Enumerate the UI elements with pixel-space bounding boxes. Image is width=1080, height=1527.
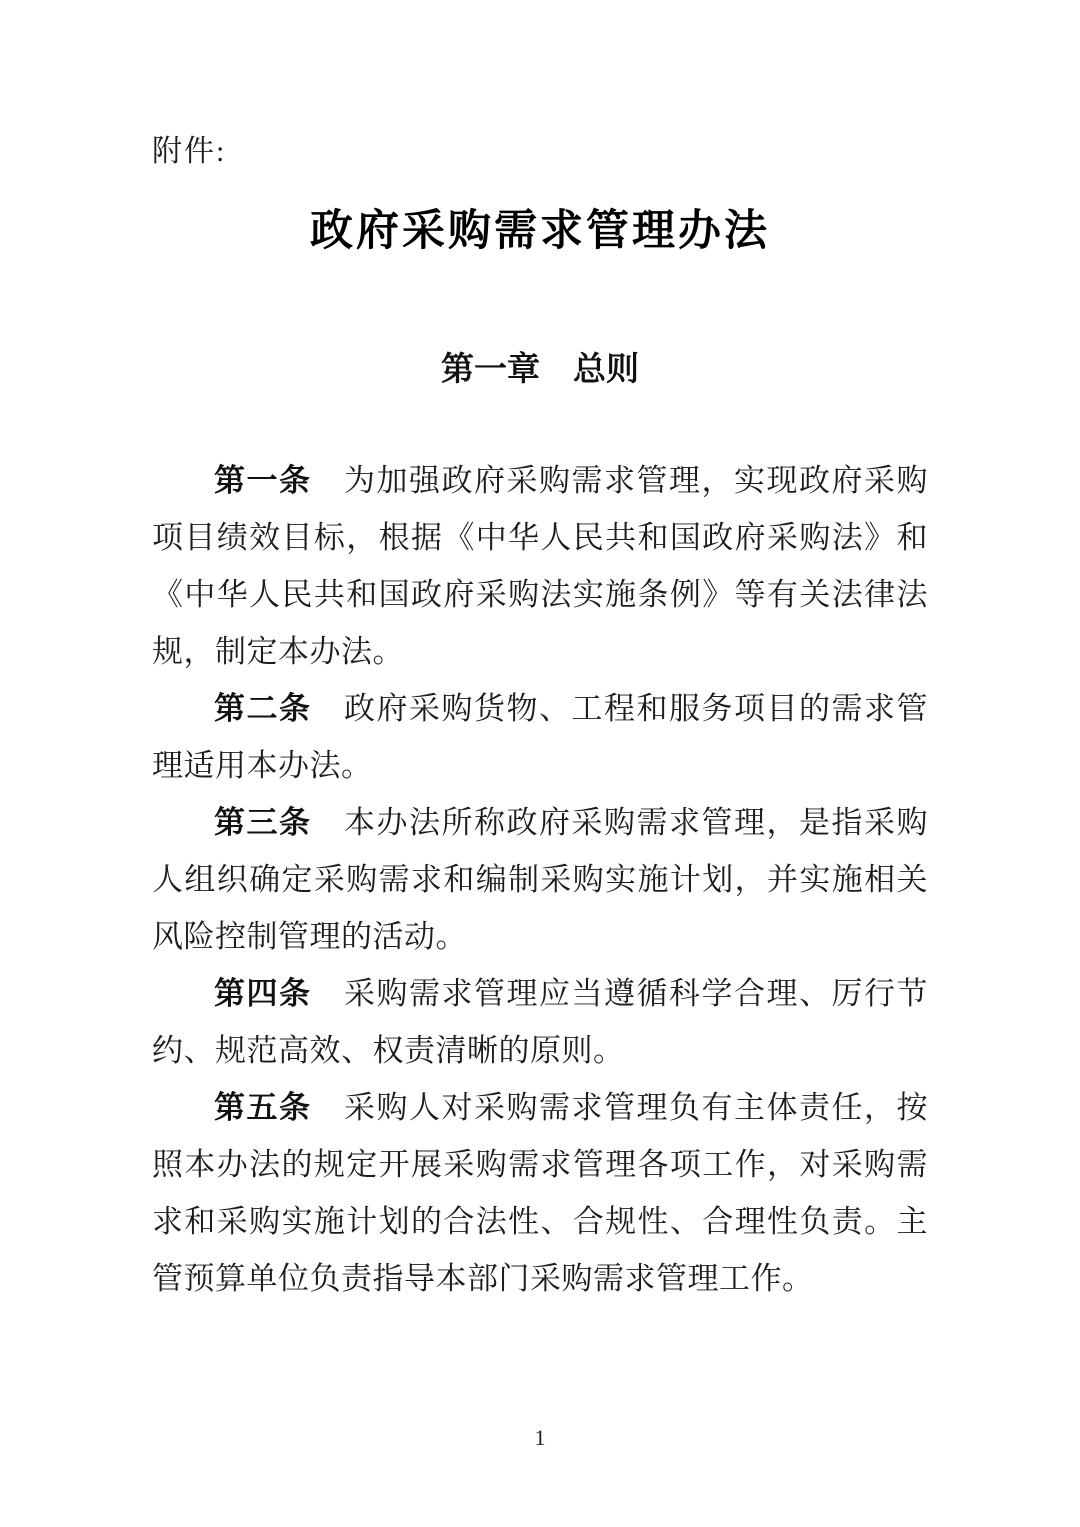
article-text: 采购人对采购需求管理负有主体责任，按照本办法的规定开展采购需求管理各项工作，对采购需求和采购实施计划的合法性、合规性、合理性负责。主管预算单位负责指导本部门采购需求管理工作。: [152, 1090, 929, 1296]
article-text: 政府采购货物、工程和服务项目的需求管理适用本办法。: [152, 691, 929, 783]
article-number: 第五条: [214, 1090, 312, 1125]
article-number: 第三条: [214, 805, 312, 840]
article-text: 本办法所称政府采购需求管理，是指采购人组织确定采购需求和编制采购实施计划，并实施相关风险控制管理的活动。: [152, 805, 929, 954]
article-text: 采购需求管理应当遵循科学合理、厉行节约、规范高效、权责清晰的原则。: [152, 976, 929, 1068]
chapter-heading: [152, 346, 928, 392]
chapter-title: 总则: [573, 350, 639, 387]
page-number: 1: [534, 1425, 546, 1450]
article-paragraph: [152, 965, 928, 1079]
article-paragraph: [152, 680, 928, 794]
article-paragraph: [152, 794, 928, 965]
article-paragraph: [152, 1079, 928, 1307]
chapter-number: 第一章: [441, 350, 540, 387]
article-number: 第四条: [214, 976, 312, 1011]
attachment-label: 附件:: [152, 135, 227, 168]
article-text: 为加强政府采购需求管理，实现政府采购项目绩效目标，根据《中华人民共和国政府采购法》和《中华人民共和国政府采购法实施条例》等有关法律法规，制定本办法。: [152, 463, 929, 669]
article-number: 第一条: [214, 463, 312, 498]
articles-container: [152, 452, 928, 1307]
article-number: 第二条: [214, 691, 312, 726]
document-title: 政府采购需求管理办法: [310, 208, 770, 255]
article-paragraph: [152, 452, 928, 680]
